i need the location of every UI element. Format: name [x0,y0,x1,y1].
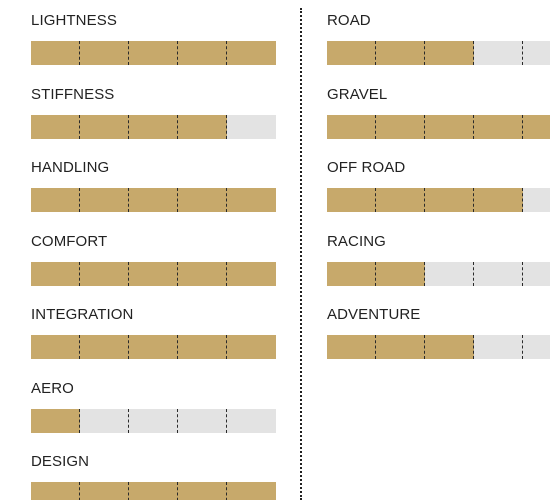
rating-fill [327,335,474,359]
rating-label: COMFORT [31,232,108,250]
segment-divider [128,409,129,433]
rating-label: DESIGN [31,453,90,470]
segment-divider [128,262,129,286]
rating-bar [31,262,276,286]
segment-divider [522,262,523,286]
rating-bar [31,41,276,65]
segment-divider [375,262,376,286]
left-ratings-column [31,12,276,500]
rating-off-road [327,159,550,233]
segment-divider [522,115,523,139]
segment-divider [226,262,227,286]
rating-label: ROAD [327,12,371,29]
segment-divider [79,409,80,433]
segment-divider [128,115,129,139]
rating-road [327,12,550,86]
rating-label: GRAVEL [327,85,388,103]
rating-comfort [31,233,276,307]
segment-divider [375,335,376,359]
segment-divider [473,115,474,139]
rating-bar [327,41,550,65]
segment-divider [128,335,129,359]
segment-divider [522,335,523,359]
rating-adventure [327,306,550,380]
rating-aero [31,380,276,454]
segment-divider [79,41,80,65]
segment-divider [424,115,425,139]
rating-label: LIGHTNESS [31,12,117,29]
rating-fill [327,262,425,286]
rating-stiffness [31,86,276,160]
segment-divider [424,188,425,212]
segment-divider [473,41,474,65]
rating-label: STIFFNESS [31,85,115,103]
column-divider [300,8,302,500]
rating-integration [31,306,276,380]
segment-divider [177,41,178,65]
segment-divider [375,41,376,65]
rating-handling [31,159,276,233]
segment-divider [226,482,227,500]
segment-divider [177,262,178,286]
rating-bar [327,335,550,359]
segment-divider [177,188,178,212]
rating-bar [31,115,276,139]
segment-divider [424,262,425,286]
segment-divider [177,482,178,500]
segment-divider [375,115,376,139]
segment-divider [226,41,227,65]
segment-divider [473,335,474,359]
rating-gravel [327,86,550,160]
segment-divider [473,262,474,286]
rating-fill [31,115,227,139]
segment-divider [79,115,80,139]
segment-divider [79,335,80,359]
segment-divider [79,262,80,286]
rating-bar [31,335,276,359]
rating-label: HANDLING [31,159,110,176]
right-ratings-column [327,12,550,380]
segment-divider [177,115,178,139]
rating-bar [31,482,276,500]
segment-divider [226,335,227,359]
rating-fill [327,41,474,65]
segment-divider [79,188,80,212]
segment-divider [128,41,129,65]
rating-fill [327,115,550,139]
segment-divider [226,409,227,433]
segment-divider [522,41,523,65]
rating-bar [327,115,550,139]
rating-fill [327,188,523,212]
rating-fill [31,482,276,500]
rating-fill [31,188,276,212]
rating-label: OFF ROAD [327,159,406,176]
segment-divider [375,188,376,212]
rating-racing [327,233,550,307]
rating-fill [31,41,276,65]
rating-fill [31,409,80,433]
rating-bar [327,188,550,212]
segment-divider [177,409,178,433]
segment-divider [226,188,227,212]
rating-bar [31,188,276,212]
segment-divider [424,335,425,359]
rating-label: ADVENTURE [327,306,421,323]
segment-divider [79,482,80,500]
segment-divider [128,188,129,212]
rating-fill [31,335,276,359]
segment-divider [177,335,178,359]
segment-divider [226,115,227,139]
rating-label: RACING [327,232,386,250]
rating-label: INTEGRATION [31,306,134,323]
segment-divider [424,41,425,65]
rating-bar [327,262,550,286]
rating-lightness [31,12,276,86]
rating-design [31,453,276,500]
segment-divider [522,188,523,212]
segment-divider [128,482,129,500]
rating-fill [31,262,276,286]
rating-label: AERO [31,379,74,397]
rating-bar [31,409,276,433]
segment-divider [473,188,474,212]
